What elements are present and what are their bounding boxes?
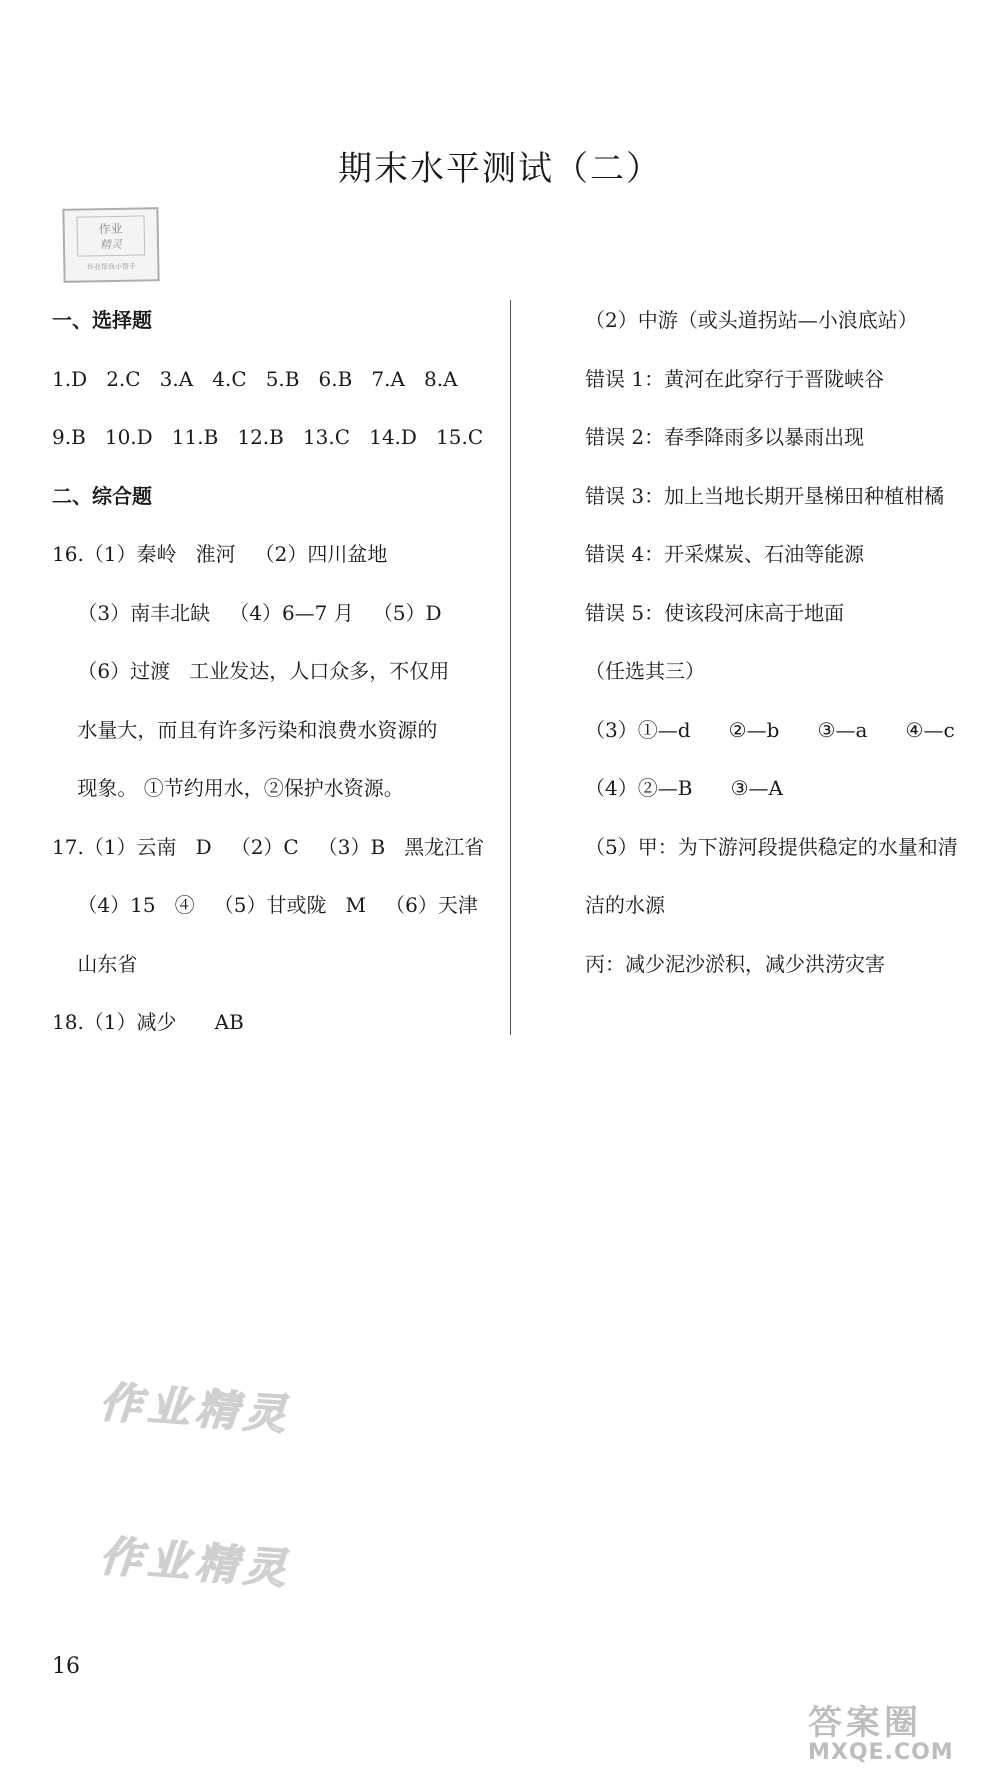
answer-line: 现象。 ①节约用水，②保护水资源。	[52, 776, 404, 800]
answer-line: （任选其三）	[585, 659, 705, 683]
answer-line: 洁的水源	[585, 893, 665, 917]
answer-line: 丙：减少泥沙淤积，减少洪涝灾害	[585, 951, 885, 976]
answer-line: （5）甲：为下游河段提供稳定的水量和清	[585, 834, 958, 859]
section-heading-comprehensive: 二、综合题	[52, 483, 152, 508]
answer-line: （3）南丰北缺 （4）6—7 月 （5）D	[52, 600, 442, 625]
answer-line: 水量大，而且有许多污染和浪费水资源的	[52, 717, 438, 742]
corner-logo	[808, 1695, 988, 1765]
answer-line: 错误 3：加上当地长期开垦梯田种植柑橘	[585, 483, 945, 508]
answer-line: 错误 2：春季降雨多以暴雨出现	[585, 425, 865, 449]
answer-line: 18.（1）减少 AB	[52, 1010, 244, 1034]
page-title: 期末水平测试（二）	[338, 148, 662, 189]
answer-line: （4）15 ④ （5）甘或陇 M （6）天津	[52, 893, 478, 917]
answer-line: （3）①—d ②—b ③—a ④—c	[585, 717, 955, 742]
corner-logo-url: MXQE.COM	[808, 1740, 954, 1765]
section-heading-choice: 一、选择题	[52, 308, 152, 332]
page-number: 16	[52, 1654, 80, 1679]
answer-line: （4）②—B ③—A	[585, 776, 783, 800]
answer-line: 山东省	[52, 951, 138, 976]
stamp-text-2: 精灵	[99, 237, 123, 252]
answer-line: 17.（1）云南 D （2）C （3）B 黑龙江省	[52, 834, 485, 859]
answer-line: 9.B 10.D 11.B 12.B 13.C 14.D 15.C	[52, 425, 484, 449]
stamp-logo	[62, 207, 159, 283]
answer-line: 错误 1：黄河在此穿行于晋陇峡谷	[585, 366, 885, 391]
stamp-text-3: 作业帮我小帮手	[86, 262, 136, 272]
answer-line: 1.D 2.C 3.A 4.C 5.B 6.B 7.A 8.A	[52, 366, 458, 391]
watermark: 作业精灵	[98, 1531, 294, 1594]
right-column	[585, 300, 995, 1002]
watermark: 作业精灵	[98, 1377, 294, 1440]
answer-line: 错误 4：开采煤炭、石油等能源	[585, 542, 865, 566]
left-column	[52, 300, 492, 1061]
answer-line: 错误 5：使该段河床高于地面	[585, 600, 845, 625]
answer-line: （2）中游（或头道拐站—小浪底站）	[585, 308, 918, 332]
answer-line: （6）过渡 工业发达，人口众多，不仅用	[52, 659, 450, 683]
corner-logo-text: 答案圈	[808, 1703, 922, 1743]
answer-line: 16.（1）秦岭 淮河 （2）四川盆地	[52, 542, 388, 566]
stamp-text-1: 作业	[98, 221, 123, 237]
column-divider	[510, 300, 511, 1035]
